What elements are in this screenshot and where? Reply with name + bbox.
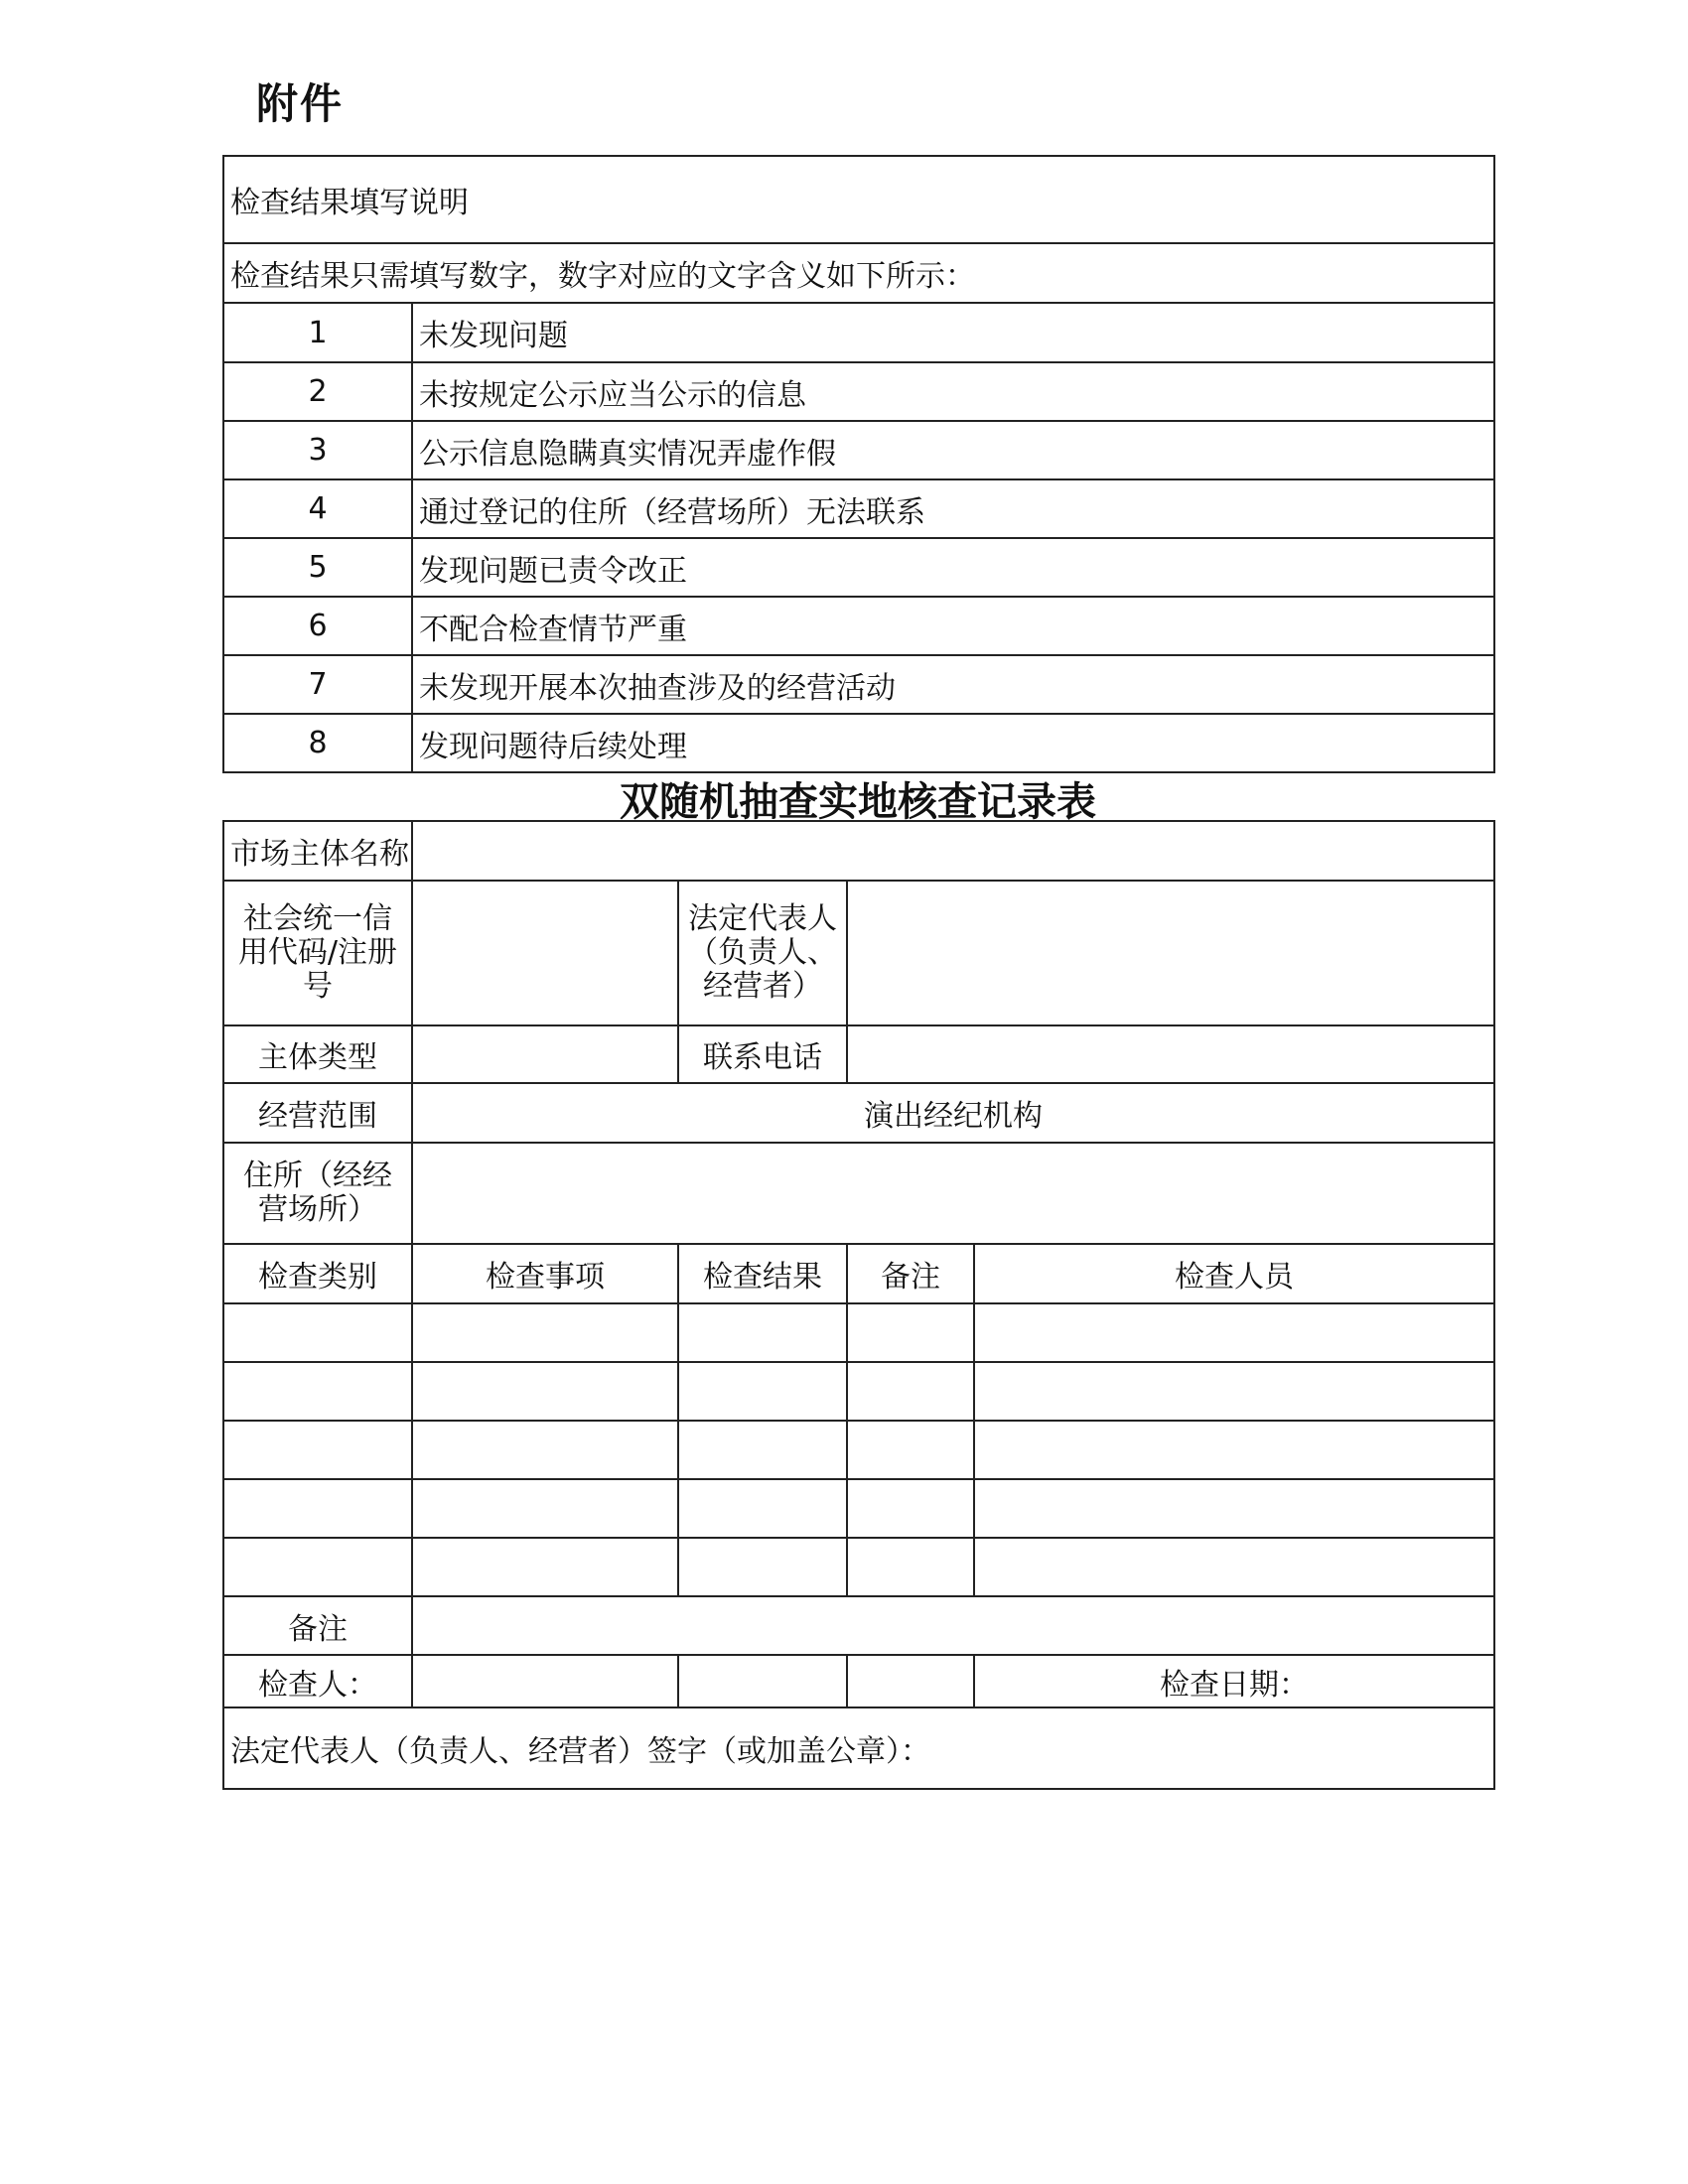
note-cell[interactable] <box>847 1362 974 1421</box>
legend-code: 8 <box>223 714 412 772</box>
inspector-label: 检查人： <box>223 1655 412 1707</box>
entity-name-field[interactable] <box>412 821 1494 881</box>
attachment-title: 附件 <box>256 79 345 128</box>
result-legend-table <box>222 155 1495 773</box>
legend-meaning: 通过登记的住所（经营场所）无法联系 <box>412 479 1494 538</box>
item-cell[interactable] <box>412 1421 678 1479</box>
table-row <box>223 1421 1494 1479</box>
category-cell[interactable] <box>223 1421 412 1479</box>
legend-meaning: 未发现问题 <box>412 303 1494 362</box>
inspector-cell[interactable] <box>974 1538 1494 1596</box>
note-cell[interactable] <box>847 1479 974 1538</box>
col-header-item: 检查事项 <box>412 1244 678 1303</box>
legend-row <box>223 597 1494 655</box>
phone-field[interactable] <box>847 1025 1494 1083</box>
entity-type-label: 主体类型 <box>223 1025 412 1083</box>
legend-row <box>223 362 1494 421</box>
category-cell[interactable] <box>223 1479 412 1538</box>
item-cell[interactable] <box>412 1538 678 1596</box>
legend-row <box>223 714 1494 772</box>
legend-meaning: 公示信息隐瞒真实情况弄虚作假 <box>412 421 1494 479</box>
legend-row <box>223 655 1494 714</box>
note-cell[interactable] <box>847 1303 974 1362</box>
item-cell[interactable] <box>412 1303 678 1362</box>
address-label: 住所（经经营场所） <box>223 1143 412 1244</box>
legend-meaning: 未按规定公示应当公示的信息 <box>412 362 1494 421</box>
form-title: 双随机抽查实地核查记录表 <box>620 778 1096 825</box>
col-header-result: 检查结果 <box>678 1244 847 1303</box>
legend-meaning: 不配合检查情节严重 <box>412 597 1494 655</box>
legal-rep-field[interactable] <box>847 881 1494 1025</box>
inspection-record-table <box>222 820 1495 1790</box>
result-cell[interactable] <box>678 1421 847 1479</box>
legend-code: 1 <box>223 303 412 362</box>
entity-type-field[interactable] <box>412 1025 678 1083</box>
legend-header: 检查结果填写说明 <box>223 156 1494 243</box>
legal-rep-label: 法定代表人（负责人、经营者） <box>678 881 847 1025</box>
result-cell[interactable] <box>678 1538 847 1596</box>
table-row <box>223 1479 1494 1538</box>
remarks-field[interactable] <box>412 1596 1494 1655</box>
remarks-label: 备注 <box>223 1596 412 1655</box>
legend-code: 6 <box>223 597 412 655</box>
col-header-note: 备注 <box>847 1244 974 1303</box>
legend-meaning: 发现问题已责令改正 <box>412 538 1494 597</box>
inspector-cell[interactable] <box>974 1479 1494 1538</box>
result-cell[interactable] <box>678 1362 847 1421</box>
inspector-cell[interactable] <box>974 1303 1494 1362</box>
legend-row <box>223 421 1494 479</box>
inspector-signature-1[interactable] <box>412 1655 678 1707</box>
credit-code-field[interactable] <box>412 881 678 1025</box>
column-header-row <box>223 1244 1494 1303</box>
table-row <box>223 1362 1494 1421</box>
table-row <box>223 1538 1494 1596</box>
category-cell[interactable] <box>223 1538 412 1596</box>
inspector-cell[interactable] <box>974 1362 1494 1421</box>
phone-label: 联系电话 <box>678 1025 847 1083</box>
signature-label: 法定代表人（负责人、经营者）签字（或加盖公章）： <box>223 1707 1494 1789</box>
legend-row <box>223 538 1494 597</box>
legend-meaning: 未发现开展本次抽查涉及的经营活动 <box>412 655 1494 714</box>
legend-row <box>223 479 1494 538</box>
legend-code: 7 <box>223 655 412 714</box>
col-header-category: 检查类别 <box>223 1244 412 1303</box>
item-cell[interactable] <box>412 1479 678 1538</box>
inspector-cell[interactable] <box>974 1421 1494 1479</box>
result-cell[interactable] <box>678 1303 847 1362</box>
note-cell[interactable] <box>847 1538 974 1596</box>
address-field[interactable] <box>412 1143 1494 1244</box>
credit-code-label: 社会统一信用代码/注册号 <box>223 881 412 1025</box>
legend-row <box>223 303 1494 362</box>
category-cell[interactable] <box>223 1303 412 1362</box>
table-row <box>223 1303 1494 1362</box>
note-cell[interactable] <box>847 1421 974 1479</box>
entity-name-label: 市场主体名称 <box>223 821 412 881</box>
scope-label: 经营范围 <box>223 1083 412 1143</box>
col-header-inspector: 检查人员 <box>974 1244 1494 1303</box>
result-cell[interactable] <box>678 1479 847 1538</box>
legend-instruction: 检查结果只需填写数字，数字对应的文字含义如下所示： <box>223 243 1494 303</box>
legend-code: 2 <box>223 362 412 421</box>
inspector-signature-2[interactable] <box>678 1655 847 1707</box>
inspection-date-label: 检查日期： <box>974 1655 1494 1707</box>
item-cell[interactable] <box>412 1362 678 1421</box>
inspector-signature-3[interactable] <box>847 1655 974 1707</box>
legend-code: 4 <box>223 479 412 538</box>
legend-meaning: 发现问题待后续处理 <box>412 714 1494 772</box>
legend-code: 3 <box>223 421 412 479</box>
legend-code: 5 <box>223 538 412 597</box>
scope-value: 演出经纪机构 <box>412 1083 1494 1143</box>
category-cell[interactable] <box>223 1362 412 1421</box>
